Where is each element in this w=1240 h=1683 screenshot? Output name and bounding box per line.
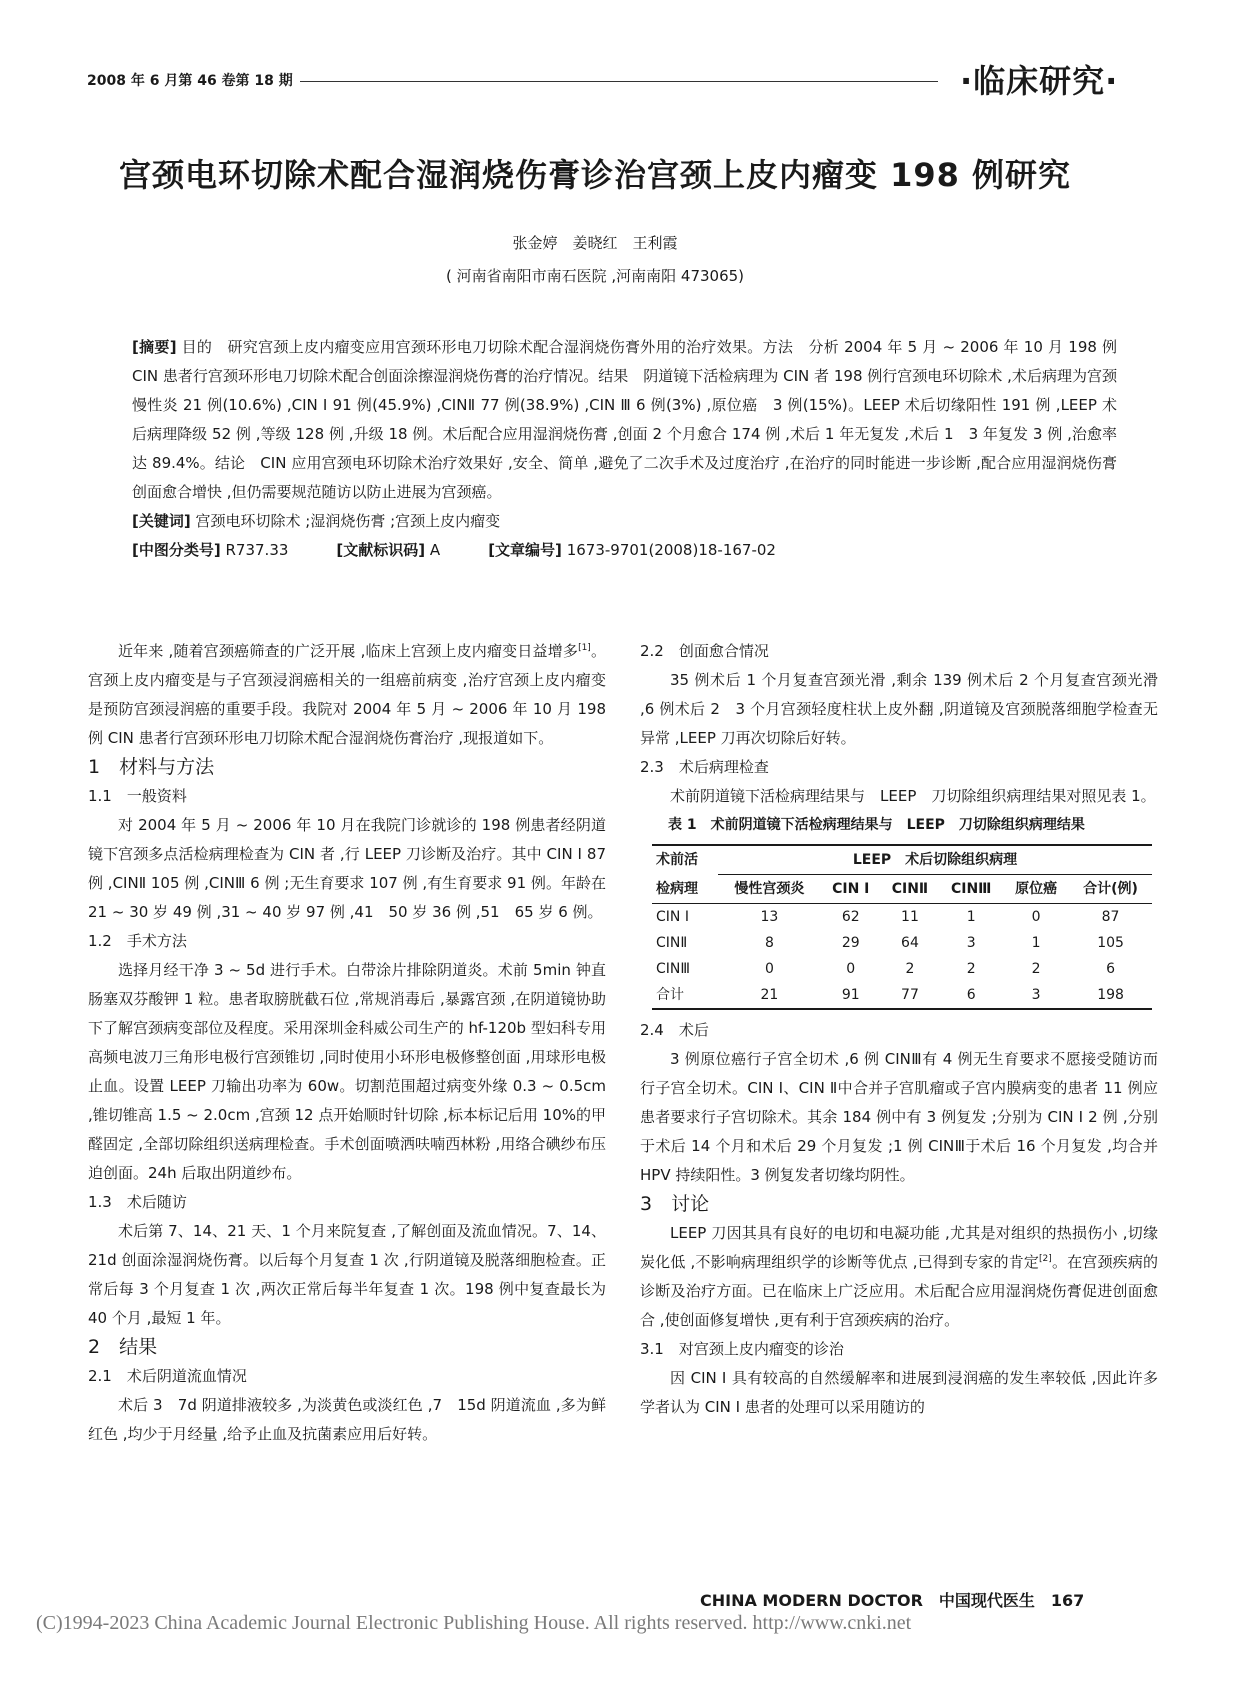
table-cell: 2 — [1031, 961, 1041, 977]
table-cell: 0 — [764, 961, 774, 977]
table-cell: 11 — [901, 909, 919, 925]
affiliation: ( 河南省南阳市南石医院 ,河南南阳 473065) — [445, 267, 745, 285]
article-title: 宫颈电环切除术配合湿润烧伤膏诊治宫颈上皮内瘤变 198 例研究 — [118, 156, 1072, 194]
table-cell: 21 — [760, 987, 779, 1003]
section-heading-3: 3 讨论 — [640, 1193, 710, 1215]
journal-issue: 2008 年 6 月第 46 卷第 18 期 — [87, 73, 293, 89]
section-heading-1: 1 材料与方法 — [88, 756, 215, 778]
group-header: LEEP 术后切除组织病理 — [718, 845, 1152, 875]
copyright-watermark: (C)1994-2023 China Academic Journal Electronic Publishing House. All rights reserved. http://www.cnki.net — [36, 1612, 912, 1634]
abstract-block — [132, 333, 1117, 565]
subsection-heading-1-3: 1.3 术后随访 — [88, 1193, 187, 1211]
paragraph-3 — [640, 1219, 1158, 1335]
paragraph-1-2: 选择月经干净 3 ~ 5d 进行手术。白带涂片排除阴道炎。术前 5min 钟直肠塞双芬酸钾 1 粒。患者取膀胱截石位 ,常规消毒后 ,暴露宫颈 ,在阴道镜协助下了解宫颈病变部位及程度。采用深圳金科威公司生产的 hf-120b 型妇科专用高频电波刀三角形电极行宫颈锥切 ,同时使用小环形电极修整创面 ,用球形电极止血。设置 LEEP 刀输出功率为 60w。切割范围超过病变外缘 0.3 ~ 0.5cm ,锥切锥高 1.5 ~ 2.0cm ,宫颈 12 点开始顺时针切除 ,标本标记后用 10%的甲醛固定 ,全部切除组织送病理检查。手术创面喷洒呋喃西林粉 ,用络合碘纱布压迫创面。24h 后取出阴道纱布。 — [88, 961, 607, 1182]
paragraph-2-2: 35 例术后 1 个月复查宫颈光滑 ,剩余 139 例术后 2 个月复查宫颈光滑 ,6 例术后 2 3 个月宫颈轻度柱状上皮外翻 ,阴道镜及宫颈脱落细胞学检查无异常 ,LEEP 刀再次切除后好转。 — [640, 671, 1158, 747]
clc — [132, 536, 288, 565]
article-number-value: 1673-9701(2008)18-167-02 — [566, 541, 776, 559]
column-header: CINⅡ — [881, 875, 940, 904]
table-cell: 0 — [846, 961, 856, 977]
abstract — [132, 333, 1117, 507]
classification-line — [132, 536, 1117, 565]
left-column — [88, 637, 606, 1449]
column-header: 原位癌 — [1003, 875, 1069, 904]
keywords-label: [关键词] — [132, 512, 191, 530]
article-number — [488, 536, 776, 565]
section-heading-2: 2 结果 — [88, 1336, 158, 1358]
subsection-heading-1-2: 1.2 手术方法 — [88, 932, 187, 950]
row-label: CINⅡ — [656, 935, 688, 951]
table-cell: 1 — [1031, 935, 1041, 951]
subsection-heading-2-2: 2.2 创面愈合情况 — [640, 642, 769, 660]
clc-label: [中图分类号] — [132, 541, 221, 559]
header-rule — [300, 81, 938, 82]
table-cell: 8 — [764, 935, 774, 951]
table-cell: 1 — [966, 909, 976, 925]
column-header: 合计(例) — [1069, 875, 1152, 904]
table-cell: 91 — [841, 987, 860, 1003]
table-cell: 2 — [966, 961, 976, 977]
column-header: 慢性宫颈炎 — [718, 875, 821, 904]
table-cell: 62 — [841, 909, 860, 925]
results-table — [652, 844, 1152, 1010]
discussion-text: LEEP 刀因其具有良好的电切和电凝功能 ,尤其是对组织的热损伤小 ,切缘炭化低 ,不影响病理组织学的诊断等优点 ,已得到专家的肯定 — [640, 1224, 1158, 1271]
table-cell: 3 — [1031, 987, 1041, 1003]
table-row — [652, 982, 1152, 1009]
citation-2: [2] — [1039, 1254, 1052, 1264]
column-header: CINⅢ — [939, 875, 1003, 904]
doc-code — [336, 536, 440, 565]
paragraph-2-3: 术前阴道镜下活检病理结果与 LEEP 刀切除组织病理结果对照见表 1。 — [670, 787, 1156, 805]
table-cell: 6 — [1106, 961, 1116, 977]
footer-journal: CHINA MODERN DOCTOR 中国现代医生 167 — [700, 1591, 1085, 1610]
table-row — [652, 956, 1152, 982]
table-cell: 29 — [841, 935, 860, 951]
table-cell: 64 — [901, 935, 919, 951]
doc-code-value: A — [429, 541, 441, 559]
row-label: 合计 — [656, 987, 684, 1003]
row-header-line2: 检病理 — [652, 875, 718, 904]
subsection-heading-2-3: 2.3 术后病理检查 — [640, 758, 769, 776]
article-number-label: [文章编号] — [488, 541, 562, 559]
table-cell: 0 — [1031, 909, 1041, 925]
paragraph-2-1: 术后 3 7d 阴道排液较多 ,为淡黄色或淡红色 ,7 15d 阴道流血 ,多为鲜红色 ,均少于月经量 ,给予止血及抗菌素应用后好转。 — [88, 1396, 606, 1443]
abstract-label: [摘要] — [132, 338, 177, 356]
subsection-heading-2-1: 2.1 术后阴道流血情况 — [88, 1367, 247, 1385]
intro-paragraph — [88, 637, 606, 753]
doc-code-label: [文献标识码] — [336, 541, 426, 559]
row-label: CIN Ⅰ — [656, 909, 689, 925]
abstract-text: 目的 研究宫颈上皮内瘤变应用宫颈环形电刀切除术配合湿润烧伤膏外用的治疗效果。方法 分析 2004 年 5 月 ~ 2006 年 10 月 198 例 CIN 患者行宫颈环形电刀切除术配合创面涂擦湿润烧伤膏的治疗情况。结果 阴道镜下活检病理为 CIN 者 198 例行宫颈电环切除术 ,术后病理为宫颈慢性炎 21 例(10.6%) ,CIN Ⅰ 91 例(45.9%) ,CINⅡ 77 例(38.9%) ,CIN Ⅲ 6 例(3%) ,原位癌 3 例(15%)。LEEP 术后切缘阳性 191 例 ,LEEP 术后病理降级 52 例 ,等级 128 例 ,升级 18 例。术后配合应用湿润烧伤膏 ,创面 2 个月愈合 174 例 ,术后 1 年无复发 ,术后 1 3 年复发 3 例 ,治愈率达 89.4%。结论 CIN 应用宫颈电环切除术治疗效果好 ,安全、简单 ,避免了二次手术及过度治疗 ,在治疗的同时能进一步诊断 ,配合应用湿润烧伤膏创面愈合增快 ,但仍需要规范随访以防止进展为宫颈癌。 — [132, 338, 1117, 501]
row-label: CINⅢ — [656, 961, 691, 977]
discussion-text-rest: 。在宫颈疾病的诊断及治疗方面。已在临床上广泛应用。术后配合应用湿润烧伤膏促进创面愈合 ,使创面修复增快 ,更有利于宫颈疾病的治疗。 — [640, 1253, 1158, 1329]
table-cell: 105 — [1097, 935, 1124, 951]
column-header: CIN Ⅰ — [821, 875, 881, 904]
table-cell: 2 — [905, 961, 915, 977]
right-column — [640, 637, 1158, 1422]
table-row — [652, 930, 1152, 956]
paragraph-1-3: 术后第 7、14、21 天、1 个月来院复查 ,了解创面及流血情况。7、14、21d 创面涂湿润烧伤膏。以后每个月复查 1 次 ,行阴道镜及脱落细胞检查。正常后每 3 个月复查 1 次 ,两次正常后每半年复查 1 次。198 例中复查最长为 40 个月 ,最短 1 年。 — [88, 1222, 606, 1327]
paragraph-3-1: 因 CIN Ⅰ 具有较高的自然缓解率和进展到浸润癌的发生率较低 ,因此许多学者认为 CIN Ⅰ 患者的处理可以采用随访的 — [640, 1369, 1158, 1416]
table-cell: 13 — [760, 909, 779, 925]
row-header-line1: 术前活 — [656, 852, 698, 869]
subsection-heading-2-4: 2.4 术后 — [640, 1021, 709, 1039]
table-row — [652, 904, 1152, 931]
clc-value: R737.33 — [225, 541, 289, 559]
citation-1: [1] — [578, 643, 591, 653]
authors: 张金婷 姜晓红 王利霞 — [512, 234, 678, 252]
section-label: ·临床研究· — [960, 62, 1119, 100]
intro-text: 近年来 ,随着宫颈癌筛查的广泛开展 ,临床上宫颈上皮内瘤变日益增多 — [118, 642, 579, 660]
subsection-heading-1-1: 1.1 一般资料 — [88, 787, 187, 805]
table-title: 表 1 术前阴道镜下活检病理结果与 LEEP 刀切除组织病理结果 — [668, 817, 1085, 833]
table-cell: 6 — [966, 987, 976, 1003]
table-cell: 77 — [901, 987, 919, 1003]
intro-text-rest: 。宫颈上皮内瘤变是与子宫颈浸润癌相关的一组癌前病变 ,治疗宫颈上皮内瘤变是预防宫颈浸润癌的重要手段。我院对 2004 年 5 月 ~ 2006 年 10 月 198 例 CIN 患者行宫颈环形电刀切除术配合湿润烧伤膏治疗 ,现报道如下。 — [88, 642, 606, 747]
table-cell: 3 — [966, 935, 976, 951]
table-cell: 198 — [1097, 987, 1124, 1003]
paragraph-1-1: 对 2004 年 5 月 ~ 2006 年 10 月在我院门诊就诊的 198 例患者经阴道镜下宫颈多点活检病理检查为 CIN 者 ,行 LEEP 刀诊断及治疗。其中 CIN Ⅰ 87 例 ,CINⅡ 105 例 ,CINⅢ 6 例 ;无生育要求 107 例 ,有生育要求 91 例。年龄在 21 ~ 30 岁 49 例 ,31 ~ 40 岁 97 例 ,41 50 岁 36 例 ,51 65 岁 6 例。 — [88, 816, 606, 921]
keywords-text: 宫颈电环切除术 ;湿润烧伤膏 ;宫颈上皮内瘤变 — [195, 512, 501, 530]
table-cell: 87 — [1101, 909, 1120, 925]
keywords — [132, 507, 1117, 536]
subsection-heading-3-1: 3.1 对宫颈上皮内瘤变的诊治 — [640, 1340, 844, 1358]
paragraph-2-4: 3 例原位癌行子宫全切术 ,6 例 CINⅢ有 4 例无生育要求不愿接受随访而行子宫全切术。CIN Ⅰ、CIN Ⅱ中合并子宫肌瘤或子宫内膜病变的患者 11 例应患者要求行子宫切除术。其余 184 例中有 3 例复发 ;分别为 CIN Ⅰ 2 例 ,分别于术后 14 个月和术后 29 个月复发 ;1 例 CINⅢ于术后 16 个月复发 ,均合并 HPV 持续阳性。3 例复发者切缘均阴性。 — [640, 1050, 1158, 1184]
